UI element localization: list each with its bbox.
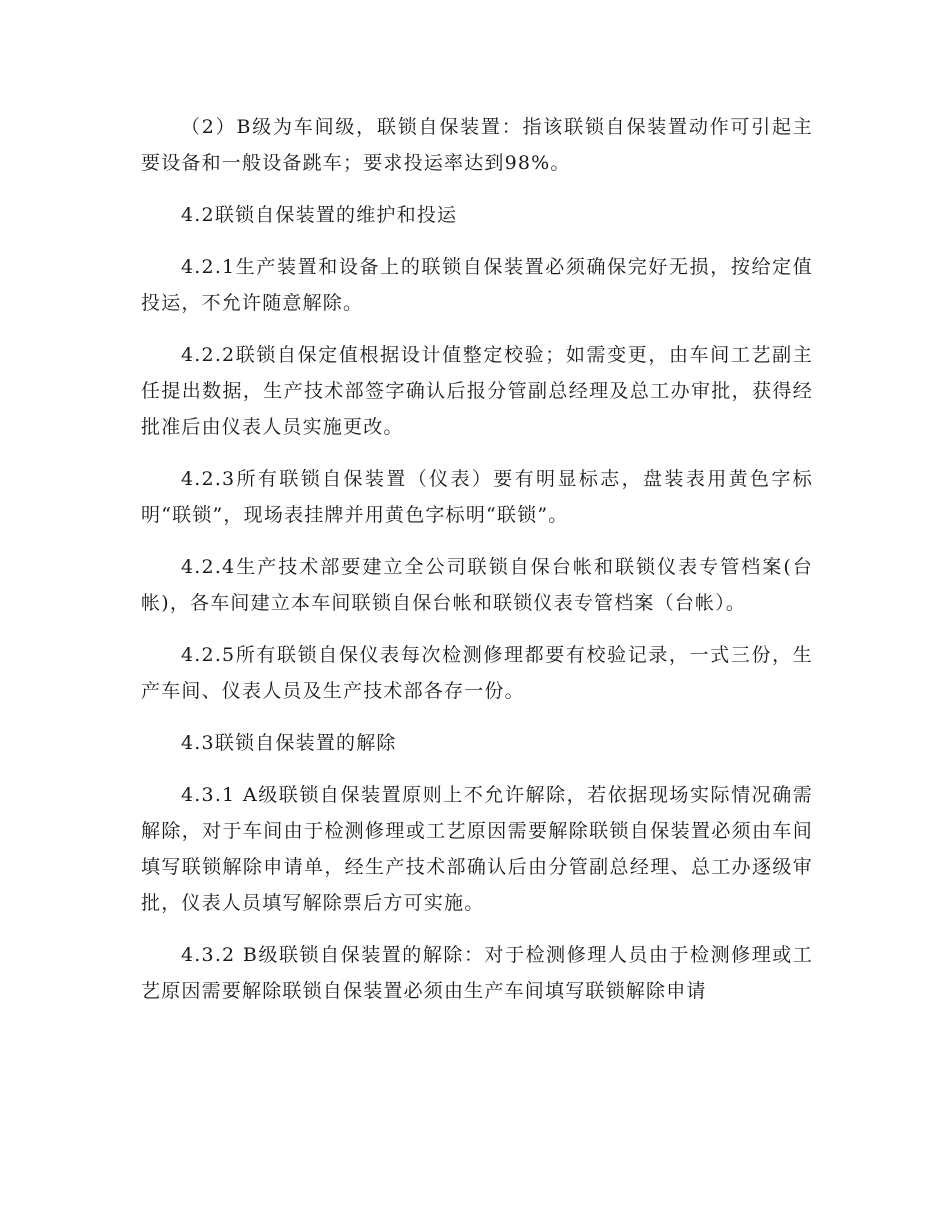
paragraph-4-2-4: 4.2.4生产技术部要建立全公司联锁自保台帐和联锁仪表专管档案(台帐)，各车间建立本车间联锁自保台帐和联锁仪表专管档案（台帐）。 <box>141 556 813 614</box>
paragraph-b-level-definition: （2）B级为车间级，联锁自保装置：指该联锁自保装置动作可引起主要设备和一般设备跳车；要求投运率达到98%。 <box>141 116 813 174</box>
paragraph-4-2-5: 4.2.5所有联锁自保仪表每次检测修理都要有校验记录，一式三份，生产车间、仪表人员及生产技术部各存一份。 <box>141 644 813 702</box>
paragraph-4-2-1: 4.2.1生产装置和设备上的联锁自保装置必须确保完好无损，按给定值投运，不允许随意解除。 <box>141 256 813 314</box>
paragraph-4-2-3: 4.2.3所有联锁自保装置（仪表）要有明显标志，盘装表用黄色字标明“联锁”，现场表挂牌并用黄色字标明“联锁”。 <box>141 468 813 526</box>
paragraph-4-3-2: 4.3.2 B级联锁自保装置的解除：对于检测修理人员由于检测修理或工艺原因需要解除联锁自保装置必须由生产车间填写联锁解除申请 <box>141 944 813 1002</box>
heading-4-2: 4.2联锁自保装置的维护和投运 <box>181 204 458 226</box>
paragraph-4-2-2: 4.2.2联锁自保定值根据设计值整定校验；如需变更，由车间工艺副主任提出数据，生产技术部签字确认后报分管副总经理及总工办审批，获得经批准后由仪表人员实施更改。 <box>141 344 813 438</box>
paragraph-4-3-1: 4.3.1 A级联锁自保装置原则上不允许解除，若依据现场实际情况确需解除，对于车间由于检测修理或工艺原因需要解除联锁自保装置必须由车间填写联锁解除申请单，经生产技术部确认后由分管副总经理、总工办逐级审批，仪表人员填写解除票后方可实施。 <box>141 784 813 914</box>
heading-4-3: 4.3联锁自保装置的解除 <box>181 732 397 754</box>
document-body <box>141 109 813 1025</box>
